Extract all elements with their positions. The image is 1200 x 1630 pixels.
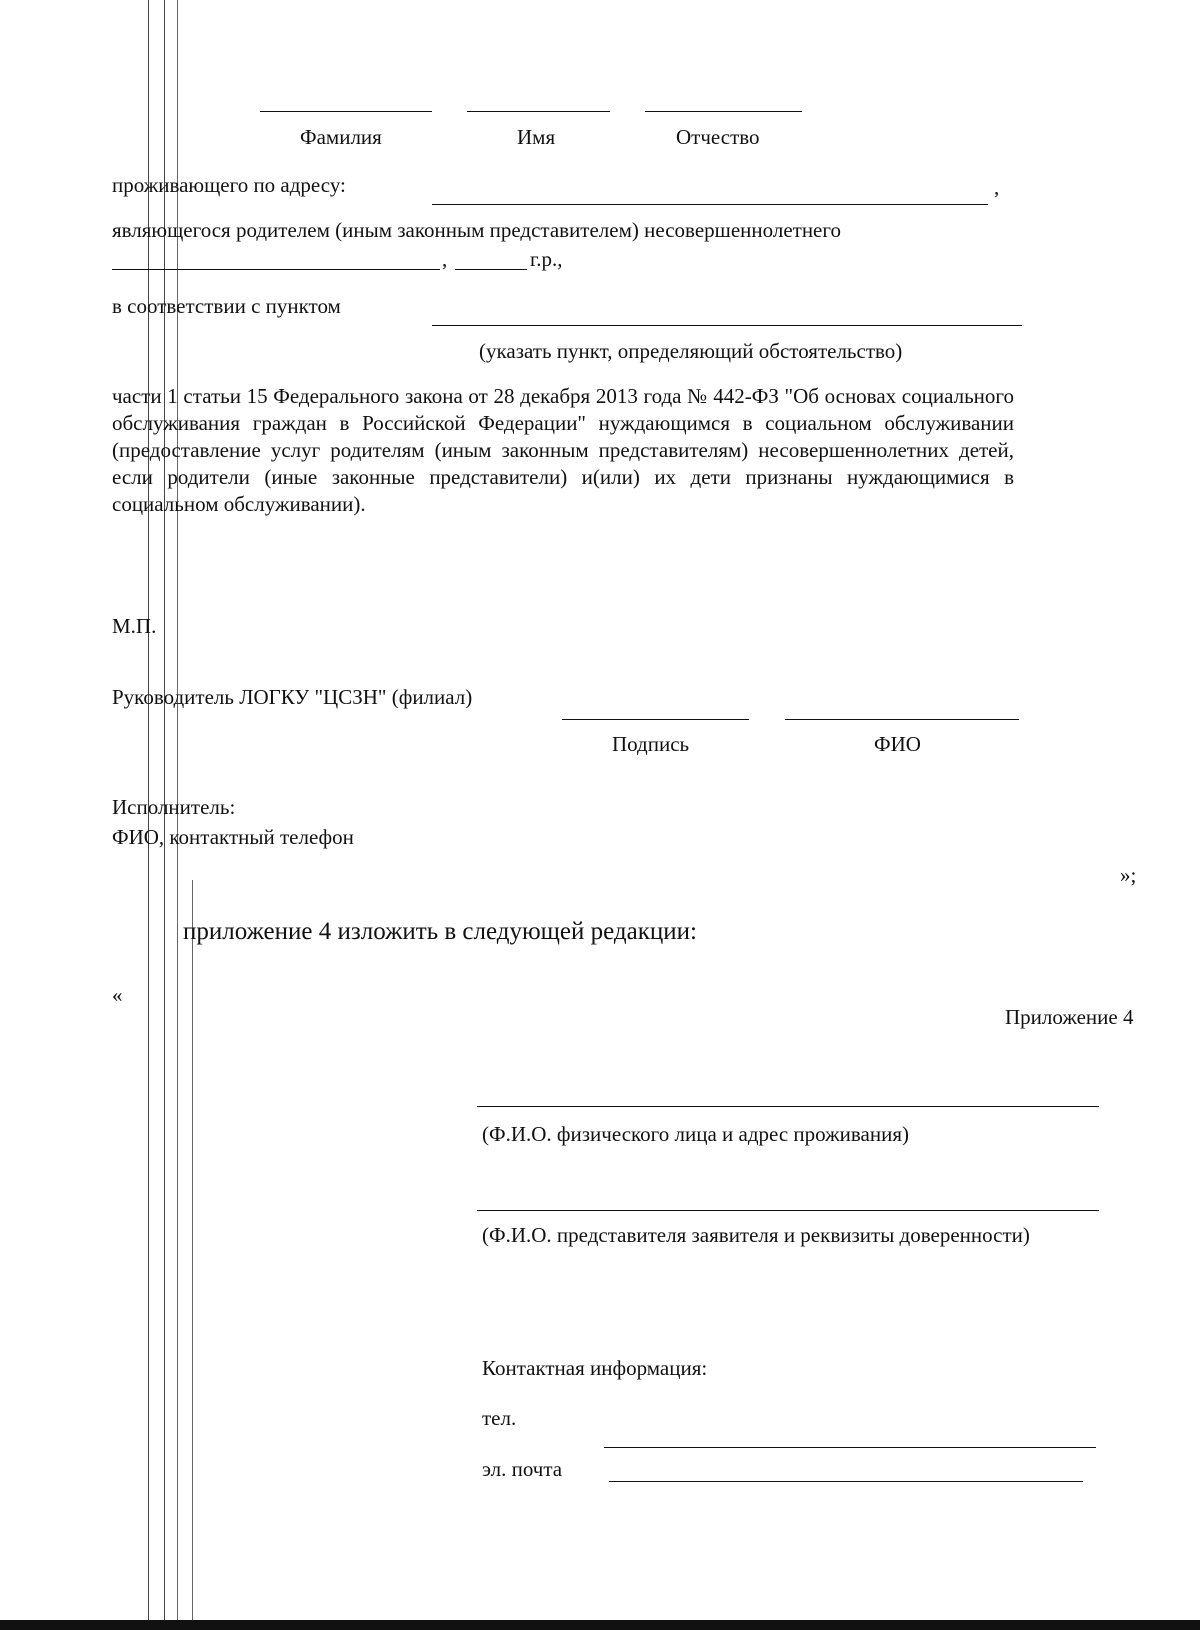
minor-name-comma: , bbox=[442, 247, 448, 271]
fio-caption: ФИО bbox=[874, 732, 921, 756]
minor-name-line[interactable] bbox=[112, 269, 440, 270]
address-label: проживающего по адресу: bbox=[112, 173, 346, 197]
first-name-line[interactable] bbox=[467, 111, 610, 112]
birth-year-label: г.р., bbox=[530, 247, 563, 271]
address-comma: , bbox=[994, 175, 1000, 199]
person-caption: (Ф.И.О. физического лица и адрес проживания) bbox=[482, 1122, 909, 1146]
amendment-text: приложение 4 изложить в следующей редакции: bbox=[183, 918, 697, 945]
representative-line[interactable] bbox=[477, 1210, 1099, 1211]
address-line[interactable] bbox=[432, 204, 988, 205]
patronymic-caption: Отчество bbox=[676, 125, 760, 149]
patronymic-line[interactable] bbox=[645, 111, 802, 112]
clause-label: в соответствии с пунктом bbox=[112, 294, 341, 318]
stamp-label: М.П. bbox=[112, 614, 157, 638]
contact-heading: Контактная информация: bbox=[482, 1356, 708, 1380]
scan-line bbox=[192, 880, 193, 1630]
signature-caption: Подпись bbox=[612, 732, 690, 756]
law-paragraph: части 1 статьи 15 Федерального закона от 28 декабря 2013 года № 442-ФЗ "Об основах социального обслуживания граждан в Российской Федерации" нуждающимся в социальном обслуживании (предоставление услуг родителям (иным законным представителям) несовершеннолетних детей, если родители (иные законные представители) и(или) их дети признаны нуждающимися в социальном обслуживании). bbox=[112, 384, 1014, 516]
surname-caption: Фамилия bbox=[300, 125, 382, 149]
email-label: эл. почта bbox=[482, 1457, 563, 1481]
email-line[interactable] bbox=[609, 1481, 1083, 1482]
clause-hint: (указать пункт, определяющий обстоятельство) bbox=[479, 339, 903, 363]
first-name-caption: Имя bbox=[517, 125, 556, 149]
signature-line[interactable] bbox=[562, 719, 749, 720]
phone-line[interactable] bbox=[604, 1447, 1096, 1448]
appendix-title: Приложение 4 bbox=[1005, 1005, 1134, 1029]
parent-label: являющегося родителем (иным законным представителем) несовершеннолетнего bbox=[112, 218, 841, 242]
phone-label: тел. bbox=[482, 1406, 517, 1430]
representative-caption: (Ф.И.О. представителя заявителя и реквизиты доверенности) bbox=[482, 1223, 1030, 1247]
person-line[interactable] bbox=[477, 1106, 1099, 1107]
executor-contact: ФИО, контактный телефон bbox=[112, 825, 354, 849]
birth-year-line[interactable] bbox=[455, 269, 527, 270]
scan-bottom-edge bbox=[0, 1620, 1200, 1630]
closing-quote: »; bbox=[1120, 863, 1137, 887]
head-label: Руководитель ЛОГКУ "ЦСЗН" (филиал) bbox=[112, 685, 473, 709]
surname-line[interactable] bbox=[260, 111, 432, 112]
executor-label: Исполнитель: bbox=[112, 795, 236, 819]
fio-line[interactable] bbox=[785, 719, 1019, 720]
clause-line[interactable] bbox=[432, 325, 1022, 326]
opening-quote: « bbox=[112, 983, 123, 1007]
